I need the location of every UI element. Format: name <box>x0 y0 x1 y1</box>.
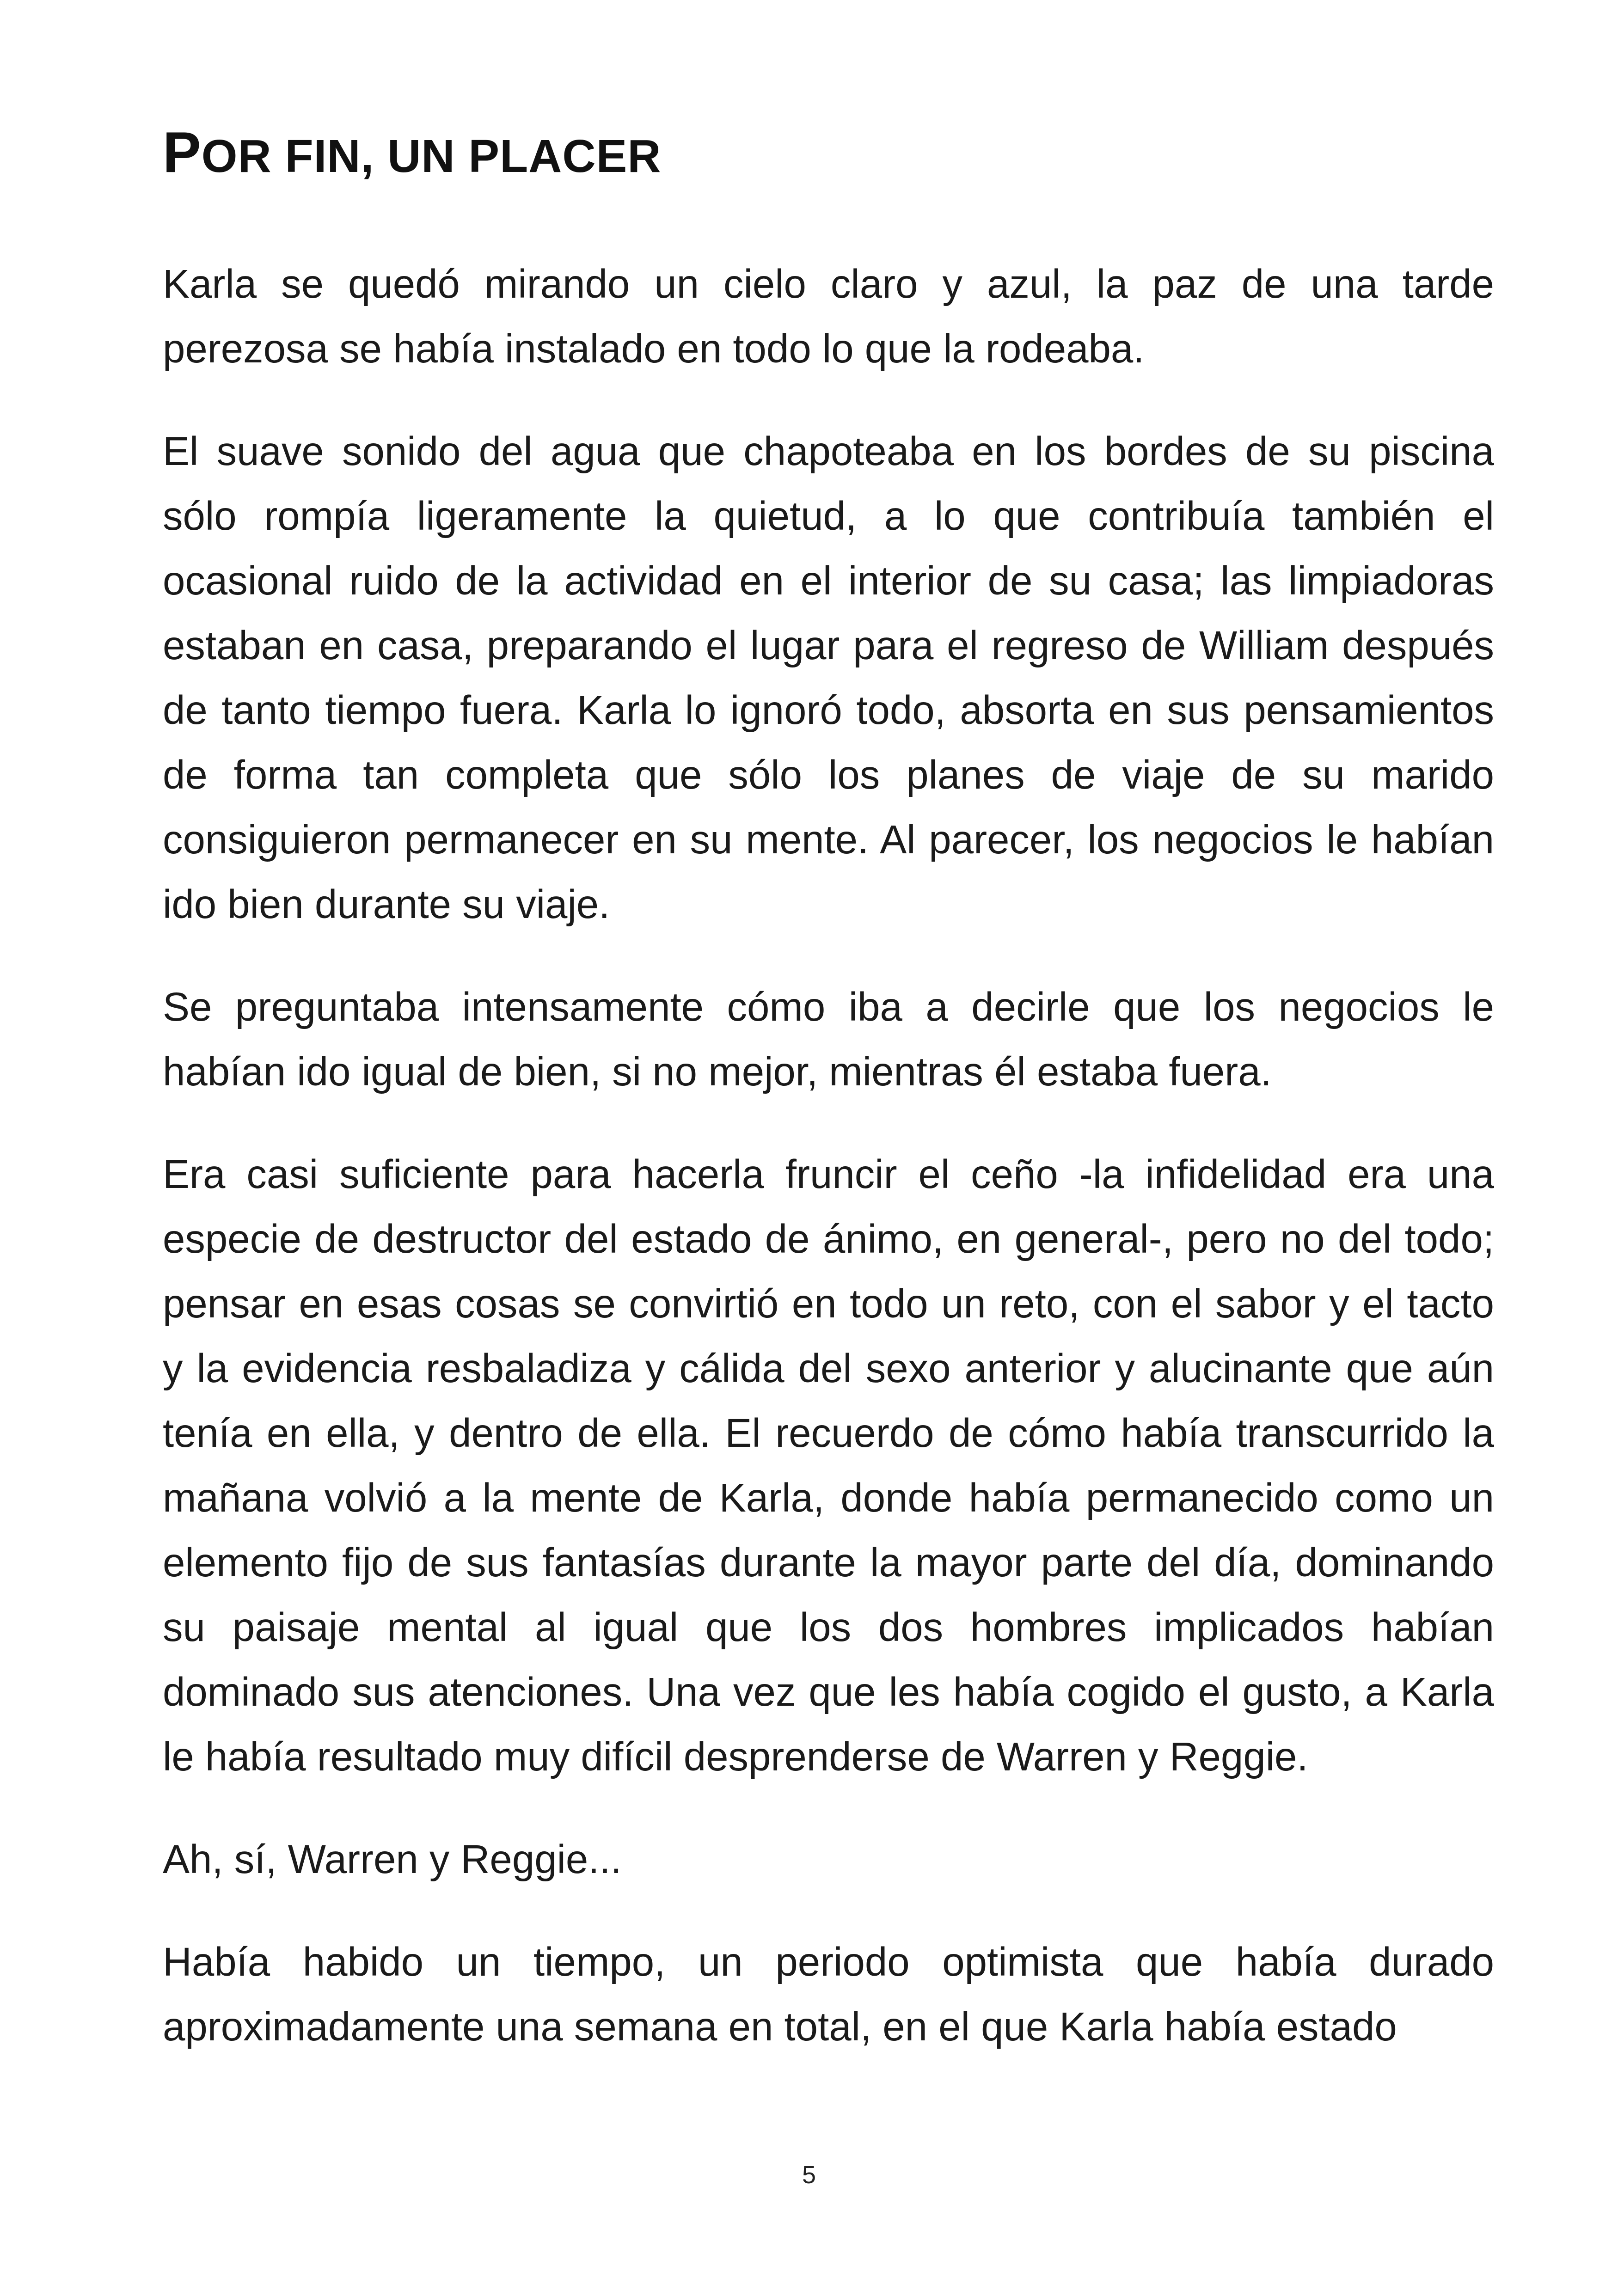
paragraph-6: Había habido un tiempo, un periodo optimista que había durado aproximadamente una semana en total, en el que Karla había estado <box>163 1940 1494 2049</box>
title-rest: , UN PLACER <box>361 130 662 182</box>
title-word2: FIN <box>285 130 361 182</box>
title-word1-rest: OR <box>201 130 285 182</box>
paragraph-1: Karla se quedó mirando un cielo claro y azul, la paz de una tarde perezosa se había instalado en todo lo que la rodeaba. <box>163 262 1494 371</box>
paragraph-2: El suave sonido del agua que chapoteaba en los bordes de su piscina sólo rompía ligeramente la quietud, a lo que contribuía también el ocasional ruido de la actividad en el interior de su casa; las limpiadoras estaban en casa, preparando el lugar para el regreso de William después de tanto tiempo fuera. Karla lo ignoró todo, absorta en sus pensamientos de forma tan completa que sólo los planes de viaje de su marido consiguieron permanecer en su mente. Al parecer, los negocios le habían ido bien durante su viaje. <box>163 429 1494 927</box>
paragraph-5: Ah, sí, Warren y Reggie... <box>163 1837 622 1882</box>
chapter-title <box>163 118 662 191</box>
body-text <box>163 252 1494 2097</box>
paragraph-4: Era casi suficiente para hacerla fruncir el ceño -la infidelidad era una especie de destructor del estado de ánimo, en general-, pero no del todo; pensar en esas cosas se convirtió en todo un reto, con el sabor y el tacto y la evidencia resbaladiza y cálida del sexo anterior y alucinante que aún tenía en ella, y dentro de ella. El recuerdo de cómo había transcurrido la mañana volvió a la mente de Karla, donde había permanecido como un elemento fijo de sus fantasías durante la mayor parte del día, dominando su paisaje mental al igual que los dos hombres implicados habían dominado sus atenciones. Una vez que les había cogido el gusto, a Karla le había resultado muy difícil desprenderse de Warren y Reggie. <box>163 1152 1494 1779</box>
title-initial: P <box>163 121 202 184</box>
paragraph-3: Se preguntaba intensamente cómo iba a decirle que los negocios le habían ido igual de bien, si no mejor, mientras él estaba fuera. <box>163 985 1494 1094</box>
page-number: 5 <box>802 2161 816 2189</box>
